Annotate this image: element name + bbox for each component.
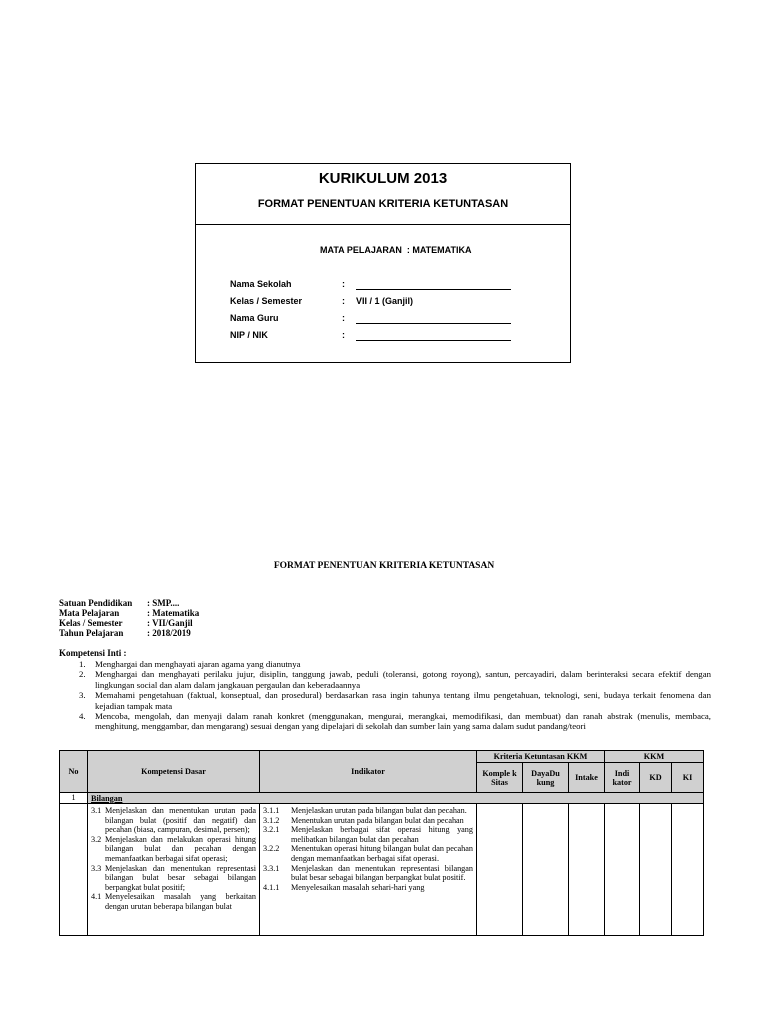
daya-dukung-cell[interactable] [523, 804, 569, 936]
kd-item [91, 892, 256, 911]
list-item [59, 659, 711, 669]
header-kompetensi-dasar: Kompetensi Dasar [88, 751, 260, 793]
kd-code: 4.1 [91, 892, 102, 902]
kompetensi-inti-list [59, 659, 711, 732]
list-number: 1. [79, 659, 86, 669]
kd-text: Menjelaskan dan menentukan urutan pada bilangan bulat (positif dan negatif) dan pecahan (biasa, campuran, desimal, persen); [105, 806, 256, 835]
info-row [59, 608, 199, 618]
indikator-text: Menjelaskan dan menentukan representasi bilangan bulat besar sebagai bilangan berpangkat bulat positif. [291, 863, 473, 883]
indikator-item [263, 825, 473, 844]
info-label: Mata Pelajaran [59, 608, 120, 618]
kkm-indikator-cell[interactable] [605, 804, 640, 936]
field-line-nama-sekolah [356, 279, 511, 290]
section-number: 1 [60, 793, 88, 804]
table-row [60, 793, 704, 804]
empty-cell [60, 804, 88, 936]
indikator-text: Menjelaskan urutan pada bilangan bulat dan pecahan. [291, 806, 467, 815]
indikator-item [263, 883, 473, 893]
indikator-code: 3.1.1 [263, 806, 280, 815]
info-label: Satuan Pendidikan [59, 598, 133, 608]
info-label: Kelas / Semester [59, 618, 123, 628]
field-line-nama-guru [356, 313, 511, 324]
header-daya-dukung: DayaDu kung [523, 763, 569, 793]
indikator-code: 3.3.1 [263, 863, 280, 873]
field-colon: : [342, 296, 345, 306]
kd-item [91, 806, 256, 835]
list-text: Menghargai dan menghayati ajaran agama yang dianutnya [95, 659, 301, 669]
indikator-text: Menentukan operasi hitung bilangan bulat dan pecahan dengan memanfaatkan berbagai sifat operasi. [291, 844, 473, 863]
indikator-code: 3.2.2 [263, 844, 280, 854]
header-ki: KI [672, 763, 704, 793]
kd-code: 3.2 [91, 834, 102, 844]
kd-code: 3.1 [91, 806, 102, 815]
indikator-code: 4.1.1 [263, 882, 280, 892]
header-indikator: Indikator [260, 751, 477, 793]
info-row [59, 598, 199, 608]
info-value: : SMP.... [147, 598, 180, 608]
kkm-table [59, 750, 704, 936]
kompetensi-inti-heading: Kompetensi Inti : [59, 648, 127, 658]
list-number: 4. [79, 711, 86, 722]
list-number: 2. [79, 669, 86, 680]
kd-text: Menjelaskan dan menentukan representasi bilangan bulat besar sebagai bilangan berpangkat bulat positif; [105, 863, 256, 892]
indikator-code: 3.2.1 [263, 825, 280, 835]
list-text: Menghargai dan menghayati perilaku jujur, disiplin, tanggung jawab, peduli (toleransi, gotong royong), santun, percayadiri, dalam berinteraksi secara efektif dengan lingkungan social dan alam dalam jangkauan pergaulan dan keberadaannya [95, 669, 711, 690]
info-row [59, 628, 199, 638]
cover-subject: MATA PELAJARAN : MATEMATIKA [320, 245, 472, 255]
cover-subtitle: FORMAT PENENTUAN KRITERIA KETUNTASAN [257, 198, 509, 210]
kkm-ki-cell[interactable] [672, 804, 704, 936]
kkm-kd-cell[interactable] [640, 804, 672, 936]
field-colon: : [342, 330, 345, 340]
kompleksitas-cell[interactable] [477, 804, 523, 936]
kd-item [91, 864, 256, 893]
field-label-kelas-semester: Kelas / Semester [230, 296, 303, 306]
info-value: : Matematika [147, 608, 200, 618]
field-colon: : [342, 313, 345, 323]
school-info [59, 598, 199, 638]
field-line-nip-nik [356, 330, 511, 341]
field-label-nip-nik: NIP / NIK [230, 330, 268, 340]
cover-title: KURIKULUM 2013 [318, 170, 448, 187]
cover-box [195, 163, 571, 363]
indikator-text: Menyelesaikan masalah sehari-hari yang [291, 882, 425, 892]
indikator-cell [260, 804, 477, 936]
list-text: Memahami pengetahuan (faktual, konseptual, dan prosedural) berdasarkan rasa ingin tahunya tentang ilmu pengetahuan, teknologi, seni, budaya terkait fenomena dan kejadian tampak mata [95, 690, 711, 711]
field-label-nama-sekolah: Nama Sekolah [230, 279, 292, 289]
header-kompleksitas: Komple k Sitas [477, 763, 523, 793]
indikator-text: Menentukan urutan pada bilangan bulat dan pecahan [291, 815, 464, 825]
section-name: Bilangan [88, 793, 704, 804]
indikator-item [263, 844, 473, 863]
cover-divider [196, 224, 570, 225]
kd-item [91, 835, 256, 864]
header-intake: Intake [569, 763, 605, 793]
header-kriteria-ketuntasan: Kriteria Ketuntasan KKM [477, 751, 605, 763]
info-value: : 2018/2019 [147, 628, 191, 638]
list-text: Mencoba, mengolah, dan menyaji dalam ranah konkret (menggunakan, mengurai, merangkai, memodifikasi, dan membuat) dan ranah abstrak (menulis, membaca, menghitung, menggambar, dan mengarang) sesuai dengan yang dipelajari di sekolah dan sumber lain yang sama dalam sudut pandang/teori [95, 711, 711, 732]
header-kkm: KKM [605, 751, 704, 763]
kd-text: Menjelaskan dan melakukan operasi hitung bilangan bulat dan pecahan dengan memanfaatkan berbagai sifat operasi; [105, 834, 256, 863]
header-kd: KD [640, 763, 672, 793]
header-no: No [60, 751, 88, 793]
field-colon: : [342, 279, 345, 289]
field-value-kelas-semester: VII / 1 (Ganjil) [356, 296, 414, 306]
kd-text: Menyelesaikan masalah yang berkaitan dengan urutan beberapa bilangan bulat [105, 892, 256, 911]
indikator-code: 3.1.2 [263, 815, 280, 825]
table-row [60, 804, 704, 936]
indikator-item [263, 806, 473, 816]
indikator-item [263, 816, 473, 826]
list-item [59, 711, 711, 732]
indikator-item [263, 864, 473, 883]
format-title: FORMAT PENENTUAN KRITERIA KETUNTASAN [273, 561, 495, 571]
kd-code: 3.3 [91, 863, 102, 873]
list-number: 3. [79, 690, 86, 701]
kd-cell [88, 804, 260, 936]
indikator-text: Menjelaskan berbagai sifat operasi hitung yang melibatkan bilangan bulat dan pecahan [291, 825, 473, 844]
field-label-nama-guru: Nama Guru [230, 313, 279, 323]
list-item [59, 669, 711, 690]
list-item [59, 690, 711, 711]
info-value: : VII/Ganjil [147, 618, 193, 628]
header-indikator-kkm: Indi kator [605, 763, 640, 793]
info-label: Tahun Pelajaran [59, 628, 124, 638]
intake-cell[interactable] [569, 804, 605, 936]
info-row [59, 618, 199, 628]
